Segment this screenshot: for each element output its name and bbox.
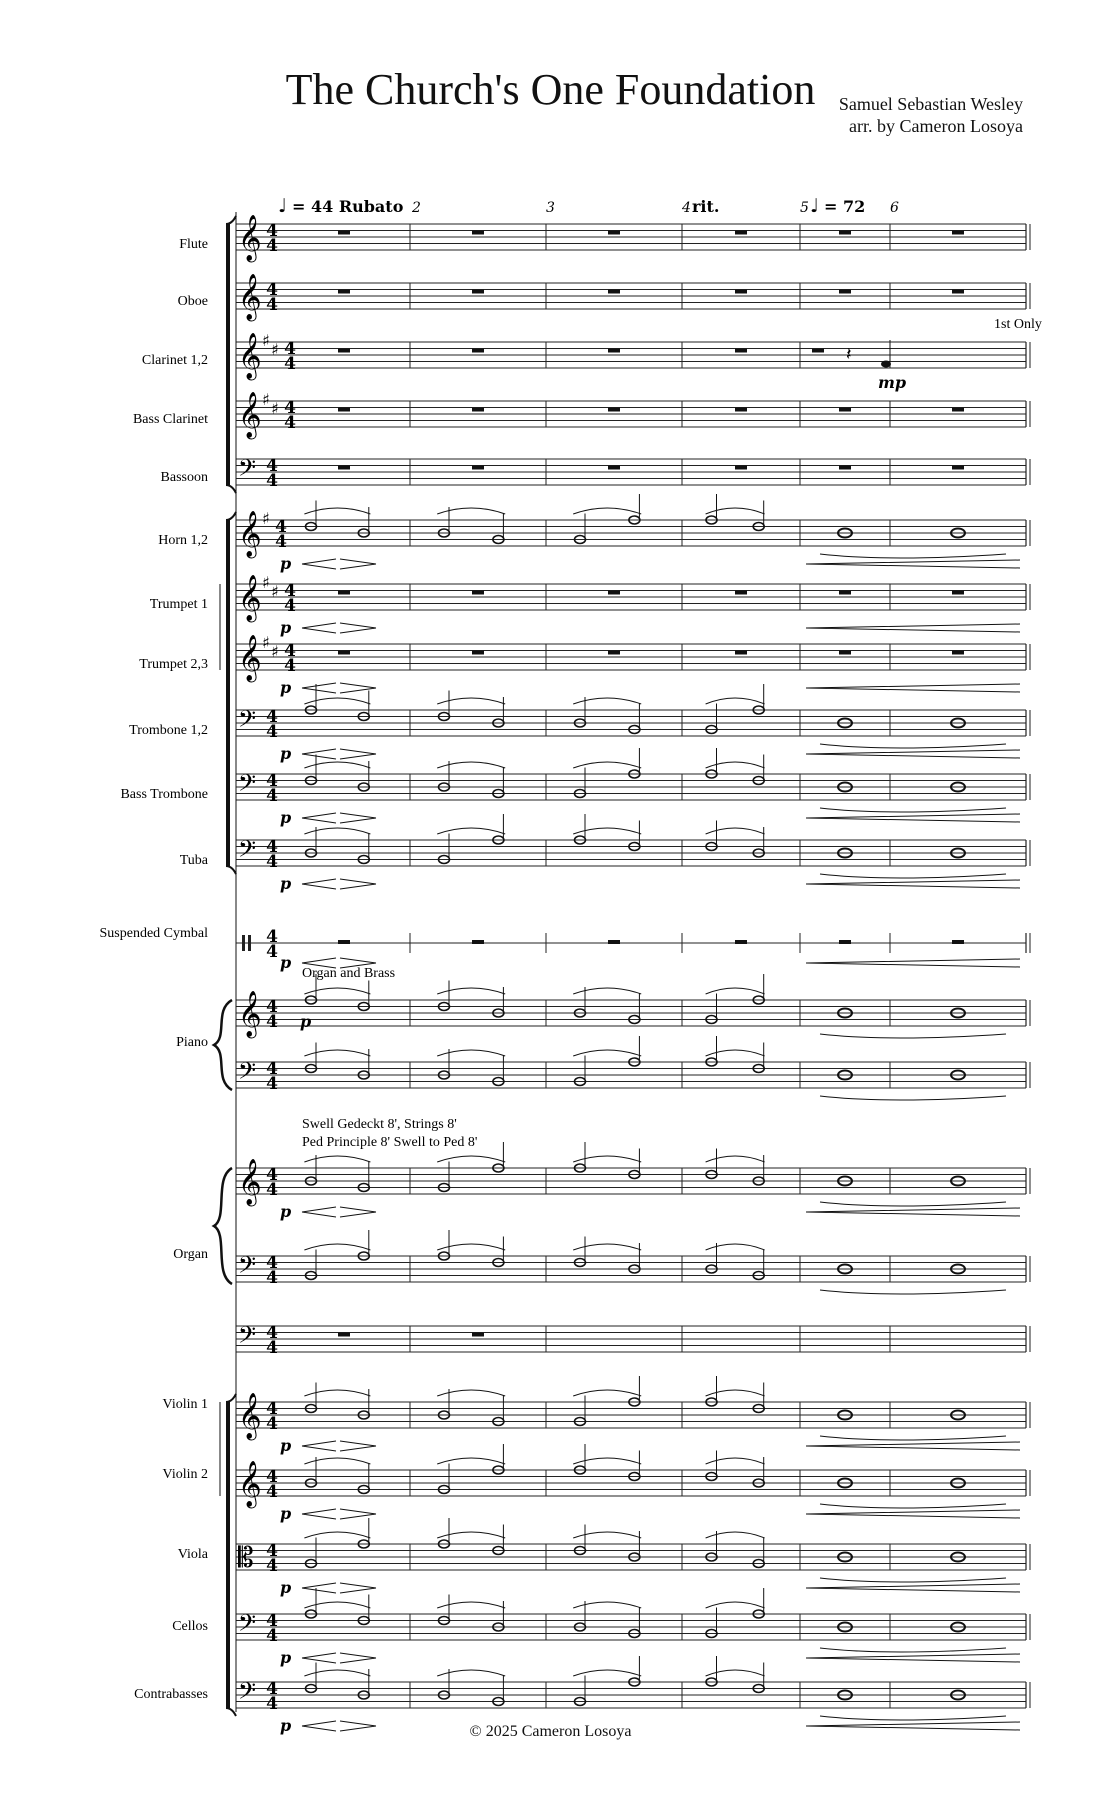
time-signature-bottom: 4 [266, 852, 278, 872]
time-signature-top: 4 [266, 1467, 278, 1487]
treble-clef-icon: 𝄞 [238, 215, 262, 261]
whole-rest-icon [608, 466, 620, 470]
whole-rest-icon [735, 408, 747, 412]
tie [820, 1034, 1006, 1038]
instrument-label: Clarinet 1,2 [141, 353, 208, 368]
brass-bracket-tip [226, 512, 236, 520]
slur [304, 508, 370, 514]
slur [573, 762, 641, 768]
piano-brace [214, 1000, 232, 1090]
sharp-icon: ♯ [271, 582, 279, 601]
decrescendo-hairpin [806, 1442, 1020, 1450]
sharp-icon: ♯ [262, 633, 270, 652]
time-signature-bottom: 4 [266, 942, 278, 962]
slur [437, 1670, 505, 1676]
percussion-clef-icon [248, 935, 251, 951]
slur [437, 1458, 505, 1464]
whole-rest-icon [472, 349, 484, 353]
sharp-icon: ♯ [262, 573, 270, 592]
whole-rest-icon [338, 940, 350, 944]
treble-clef-icon: 𝄞 [238, 1159, 262, 1205]
crescendo-hairpin [302, 1207, 336, 1217]
decrescendo-hairpin [340, 1583, 376, 1593]
bass-clef-icon: 𝄢 [238, 1321, 257, 1354]
whole-rest-icon [812, 349, 824, 353]
sharp-icon: ♯ [271, 399, 279, 418]
whole-rest-icon [338, 1333, 350, 1337]
whole-rest-icon [472, 940, 484, 944]
strings-bracket-tip [226, 1394, 236, 1402]
slur [573, 1390, 641, 1396]
crescendo-hairpin [302, 1653, 336, 1663]
slur [706, 1050, 765, 1056]
crescendo-hairpin [302, 1583, 336, 1593]
measure-number: 4 [682, 200, 691, 216]
slur [304, 988, 370, 994]
time-signature-bottom: 4 [284, 413, 296, 433]
treble-clef-icon: 𝄞 [238, 511, 262, 557]
slur [573, 1670, 641, 1676]
slur [706, 1670, 765, 1676]
tie [820, 554, 1006, 558]
decrescendo-hairpin [340, 683, 376, 693]
treble-clef-icon: 𝄞 [238, 575, 262, 621]
time-signature-top: 4 [266, 707, 278, 727]
quarter-note-glyph: ♩ [278, 195, 287, 217]
whole-rest-icon [338, 408, 350, 412]
whole-rest-icon [839, 591, 851, 595]
tie [820, 874, 1006, 878]
quarter-rest-icon: 𝄽 [846, 344, 852, 365]
dynamic-p: p [280, 1202, 292, 1221]
slur [437, 508, 505, 514]
dynamic-p: p [280, 1578, 292, 1597]
dynamic-p: p [280, 554, 292, 573]
slur [573, 988, 641, 994]
measure-number: 2 [412, 200, 421, 216]
treble-clef-icon: 𝄞 [238, 392, 262, 438]
quarter-note-glyph: ♩ [810, 195, 819, 217]
whole-rest-icon [338, 349, 350, 353]
first-only-text: 1st Only [994, 317, 1042, 332]
tie [820, 1436, 1006, 1440]
time-signature-top: 4 [266, 1399, 278, 1419]
tie [820, 744, 1006, 748]
decrescendo-hairpin [340, 813, 376, 823]
whole-rest-icon [608, 290, 620, 294]
whole-rest-icon [472, 231, 484, 235]
instrument-label: Bass Clarinet [132, 412, 208, 427]
slur [437, 698, 505, 704]
time-signature-bottom: 4 [266, 471, 278, 491]
decrescendo-hairpin [806, 560, 1020, 568]
decrescendo-hairpin [340, 1207, 376, 1217]
slur [573, 1050, 641, 1056]
slur [706, 1390, 765, 1396]
organ-and-brass-text: Organ and Brass [302, 966, 396, 981]
sharp-icon: ♯ [262, 509, 270, 528]
whole-rest-icon [472, 651, 484, 655]
decrescendo-hairpin [806, 1654, 1020, 1662]
instrument-label: Violin 2 [162, 1467, 208, 1482]
crescendo-hairpin [302, 813, 336, 823]
bass-clef-icon: 𝄢 [238, 1677, 257, 1710]
instrument-label: Tuba [179, 853, 208, 868]
instrument-label: Bassoon [160, 470, 208, 485]
slur [573, 828, 641, 834]
slur [573, 508, 641, 514]
time-signature-top: 4 [266, 1679, 278, 1699]
decrescendo-hairpin [340, 1653, 376, 1663]
instrument-label: Horn 1,2 [158, 533, 208, 548]
time-signature-top: 4 [266, 837, 278, 857]
instrument-label: Cellos [172, 1619, 208, 1634]
treble-clef-icon: 𝄞 [238, 274, 262, 320]
whole-rest-icon [735, 290, 747, 294]
whole-rest-icon [472, 591, 484, 595]
instrument-label: Organ [173, 1247, 208, 1262]
whole-rest-icon [952, 231, 964, 235]
tempo-mark-rit: rit. [692, 197, 720, 216]
percussion-clef-icon [242, 935, 245, 951]
time-signature-bottom: 4 [266, 236, 278, 256]
whole-rest-icon [839, 651, 851, 655]
dynamic-p: p [280, 1504, 292, 1523]
slur [706, 1244, 765, 1250]
slur [573, 1156, 641, 1162]
whole-rest-icon [472, 466, 484, 470]
dynamic-p: p [280, 953, 292, 972]
decrescendo-hairpin [340, 1441, 376, 1451]
time-signature-top: 4 [266, 771, 278, 791]
slur [573, 1458, 641, 1464]
whole-rest-icon [608, 591, 620, 595]
time-signature-top: 4 [266, 1253, 278, 1273]
bass-clef-icon: 𝄢 [238, 1057, 257, 1090]
brass-bracket-tip [226, 866, 236, 874]
strings-bracket-tip [226, 1708, 236, 1716]
time-signature-top: 4 [266, 221, 278, 241]
whole-rest-icon [608, 940, 620, 944]
time-signature-top: 4 [266, 456, 278, 476]
whole-rest-icon [952, 466, 964, 470]
whole-rest-icon [608, 651, 620, 655]
treble-clef-icon: 𝄞 [238, 333, 262, 379]
decrescendo-hairpin [806, 750, 1020, 758]
decrescendo-hairpin [806, 880, 1020, 888]
tempo-mark-1: = 44 Rubato [292, 197, 404, 216]
measure-number: 6 [890, 200, 899, 216]
slur [706, 508, 765, 514]
slur [706, 988, 765, 994]
treble-clef-icon: 𝄞 [238, 1393, 262, 1439]
time-signature-top: 4 [266, 1323, 278, 1343]
time-signature-top: 4 [266, 1541, 278, 1561]
sharp-icon: ♯ [271, 642, 279, 661]
slur [304, 762, 370, 768]
time-signature-bottom: 4 [266, 1074, 278, 1094]
tie [820, 1648, 1006, 1652]
decrescendo-hairpin [340, 879, 376, 889]
time-signature-top: 4 [284, 398, 296, 418]
decrescendo-hairpin [806, 684, 1020, 692]
dynamic-p: p [280, 618, 292, 637]
whole-rest-icon [839, 940, 851, 944]
time-signature-bottom: 4 [266, 1414, 278, 1434]
whole-rest-icon [839, 408, 851, 412]
time-signature-top: 4 [266, 997, 278, 1017]
composer: Samuel Sebastian Wesley [838, 94, 1023, 114]
bass-clef-icon: 𝄢 [238, 454, 257, 487]
time-signature-bottom: 4 [284, 354, 296, 374]
whole-rest-icon [338, 290, 350, 294]
time-signature-bottom: 4 [284, 596, 296, 616]
instrument-label: Oboe [177, 294, 208, 309]
time-signature-bottom: 4 [284, 656, 296, 676]
bass-clef-icon: 𝄢 [238, 769, 257, 802]
instrument-label: Bass Trombone [120, 787, 208, 802]
tie [820, 1290, 1006, 1294]
dynamic-p: p [280, 1648, 292, 1667]
time-signature-top: 4 [275, 517, 287, 537]
time-signature-bottom: 4 [266, 786, 278, 806]
decrescendo-hairpin [340, 623, 376, 633]
slur [437, 828, 505, 834]
bass-clef-icon: 𝄢 [238, 1251, 257, 1284]
whole-rest-icon [952, 408, 964, 412]
slur [573, 1602, 641, 1608]
instrument-label: Violin 1 [162, 1397, 208, 1412]
dynamic-p: p [280, 678, 292, 697]
crescendo-hairpin [302, 559, 336, 569]
whole-rest-icon [608, 408, 620, 412]
whole-rest-icon [735, 651, 747, 655]
slur [304, 1458, 370, 1464]
decrescendo-hairpin [806, 1510, 1020, 1518]
whole-rest-icon [839, 290, 851, 294]
slur [437, 1390, 505, 1396]
instrument-label: Trumpet 2,3 [139, 657, 208, 672]
slur [437, 762, 505, 768]
time-signature-top: 4 [284, 339, 296, 359]
time-signature-top: 4 [266, 1611, 278, 1631]
bass-clef-icon: 𝄢 [238, 705, 257, 738]
slur [706, 1602, 765, 1608]
crescendo-hairpin [302, 1441, 336, 1451]
instrument-label: Contrabasses [134, 1687, 208, 1702]
dynamic-p: p [280, 1436, 292, 1455]
whole-rest-icon [735, 591, 747, 595]
woodwind-bracket-tip [226, 216, 236, 224]
slur [304, 1602, 370, 1608]
measure-number: 3 [546, 200, 555, 216]
whole-rest-icon [472, 1333, 484, 1337]
tie [820, 1202, 1006, 1206]
whole-rest-icon [472, 408, 484, 412]
decrescendo-hairpin [806, 624, 1020, 632]
crescendo-hairpin [302, 623, 336, 633]
dynamic-p: p [280, 874, 292, 893]
organ-registration-1: Swell Gedeckt 8', Strings 8' [302, 1117, 457, 1132]
tie [820, 808, 1006, 812]
slur [573, 698, 641, 704]
time-signature-bottom: 4 [266, 1694, 278, 1714]
slur [304, 1532, 370, 1538]
slur [573, 1244, 641, 1250]
instrument-label: Trumpet 1 [149, 597, 208, 612]
dynamic-p: p [280, 1716, 292, 1735]
time-signature-top: 4 [266, 927, 278, 947]
time-signature-bottom: 4 [266, 722, 278, 742]
whole-rest-icon [735, 349, 747, 353]
tie [820, 1578, 1006, 1582]
time-signature-bottom: 4 [266, 1268, 278, 1288]
organ-registration-2: Ped Principle 8' Swell to Ped 8' [302, 1135, 478, 1150]
time-signature-bottom: 4 [266, 1012, 278, 1032]
treble-clef-icon: 𝄞 [238, 1461, 262, 1507]
slur [437, 1602, 505, 1608]
slur [706, 1458, 765, 1464]
whole-rest-icon [839, 466, 851, 470]
decrescendo-hairpin [340, 1509, 376, 1519]
bass-clef-icon: 𝄢 [238, 835, 257, 868]
decrescendo-hairpin [806, 814, 1020, 822]
measure-number: 5 [800, 200, 809, 216]
time-signature-top: 4 [266, 1165, 278, 1185]
slur [304, 1670, 370, 1676]
time-signature-top: 4 [284, 581, 296, 601]
treble-clef-icon: 𝄞 [238, 635, 262, 681]
crescendo-hairpin [302, 879, 336, 889]
time-signature-top: 4 [266, 280, 278, 300]
treble-clef-icon: 𝄞 [238, 991, 262, 1037]
decrescendo-hairpin [806, 1584, 1020, 1592]
tie [820, 1504, 1006, 1508]
sharp-icon: ♯ [262, 390, 270, 409]
tempo-mark-2: = 72 [824, 197, 866, 216]
organ-brace [214, 1168, 232, 1284]
decrescendo-hairpin [340, 559, 376, 569]
slur [573, 1532, 641, 1538]
time-signature-bottom: 4 [266, 1180, 278, 1200]
whole-rest-icon [735, 231, 747, 235]
slur [706, 1532, 765, 1538]
dynamic-p: p [300, 1012, 312, 1031]
whole-rest-icon [952, 940, 964, 944]
time-signature-top: 4 [266, 1059, 278, 1079]
crescendo-hairpin [302, 749, 336, 759]
slur [304, 1244, 370, 1250]
woodwind-bracket-tip [226, 485, 236, 493]
decrescendo-hairpin [806, 1208, 1020, 1216]
time-signature-top: 4 [284, 641, 296, 661]
whole-rest-icon [472, 290, 484, 294]
time-signature-bottom: 4 [266, 295, 278, 315]
whole-rest-icon [338, 231, 350, 235]
tie [820, 1716, 1006, 1720]
instrument-label: Viola [177, 1547, 208, 1562]
arranger: arr. by Cameron Losoya [849, 116, 1023, 136]
whole-rest-icon [608, 231, 620, 235]
instrument-label: Flute [179, 237, 208, 252]
sharp-icon: ♯ [262, 331, 270, 350]
time-signature-bottom: 4 [266, 1338, 278, 1358]
slur [437, 1050, 505, 1056]
slur [304, 698, 370, 704]
slur [706, 762, 765, 768]
whole-rest-icon [735, 940, 747, 944]
slur [437, 1532, 505, 1538]
whole-rest-icon [338, 466, 350, 470]
whole-rest-icon [735, 466, 747, 470]
dynamic-p: p [280, 744, 292, 763]
instrument-label: Suspended Cymbal [99, 926, 208, 941]
slur [304, 1390, 370, 1396]
slur [304, 1156, 370, 1162]
whole-rest-icon [952, 290, 964, 294]
whole-rest-icon [839, 231, 851, 235]
bass-clef-icon: 𝄢 [238, 1609, 257, 1642]
whole-rest-icon [952, 651, 964, 655]
time-signature-bottom: 4 [275, 532, 287, 552]
slur [437, 988, 505, 994]
whole-rest-icon [338, 591, 350, 595]
dynamic-p: p [280, 808, 292, 827]
time-signature-bottom: 4 [266, 1482, 278, 1502]
instrument-label: Trombone 1,2 [129, 723, 208, 738]
slur [437, 1244, 505, 1250]
crescendo-hairpin [302, 1509, 336, 1519]
slur [706, 698, 765, 704]
slur [706, 828, 765, 834]
instrument-label: Piano [176, 1035, 208, 1050]
whole-rest-icon [608, 349, 620, 353]
dynamic-mp: mp [878, 373, 907, 392]
slur [304, 828, 370, 834]
sharp-icon: ♯ [271, 340, 279, 359]
alto-clef-icon: 𝄡 [238, 1541, 254, 1574]
copyright: © 2025 Cameron Losoya [469, 1723, 632, 1740]
slur [304, 1050, 370, 1056]
crescendo-hairpin [302, 683, 336, 693]
tie [820, 1096, 1006, 1100]
decrescendo-hairpin [340, 749, 376, 759]
whole-rest-icon [338, 651, 350, 655]
decrescendo-hairpin [806, 959, 1020, 967]
whole-rest-icon [952, 591, 964, 595]
time-signature-bottom: 4 [266, 1556, 278, 1576]
time-signature-bottom: 4 [266, 1626, 278, 1646]
slur [437, 1156, 505, 1162]
score-title: The Church's One Foundation [285, 65, 816, 114]
slur [706, 1156, 765, 1162]
